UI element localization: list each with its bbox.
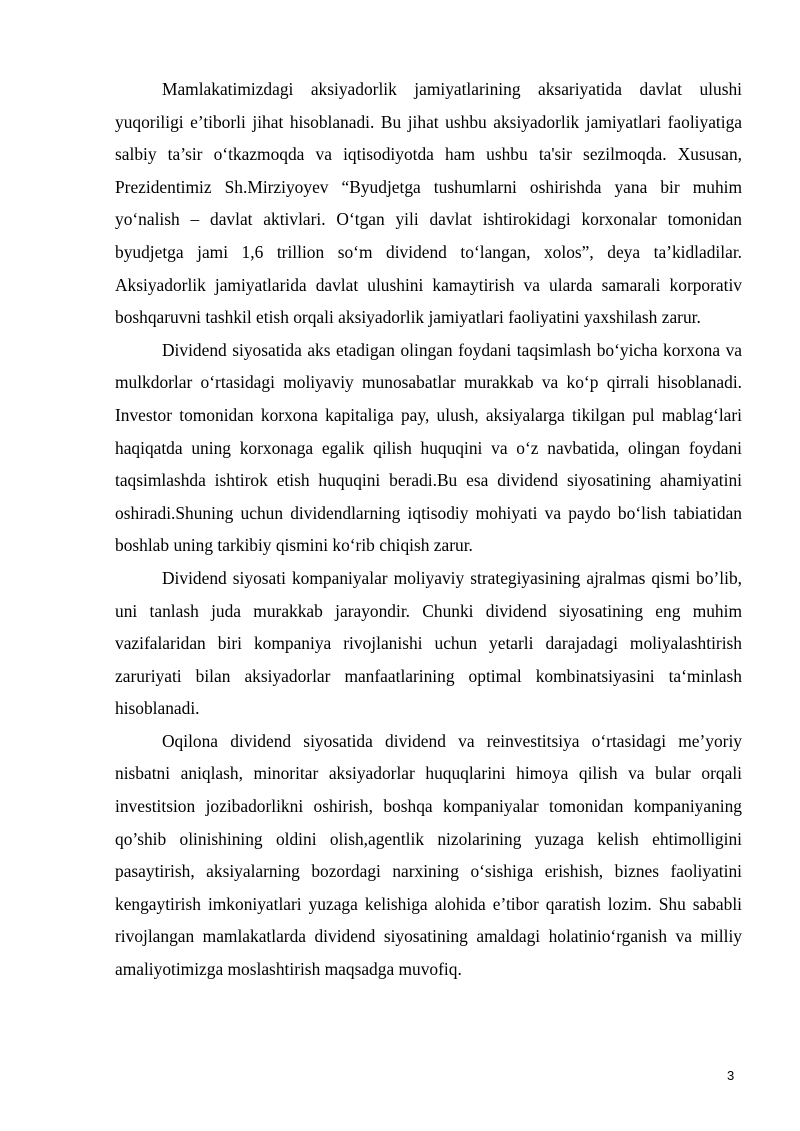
- page-number: 3: [727, 1068, 735, 1083]
- paragraph-1: Mamlakatimizdagi aksiyadorlik jamiyatlarining aksariyatida davlat ulushi yuqoriligi e’tiborli jihat hisoblanadi. Bu jihat ushbu aksiyadorlik jamiyatlari faoliyatiga salbiy ta’sir o‘tkazmoqda va iqtisodiyotda ham ushbu ta'sir sezilmoqda. Xususan, Prezidentimiz Sh.Mirziyoyev “Byudjetga tushumlarni oshirishda yana bir muhim yo‘nalish – davlat aktivlari. O‘tgan yili davlat ishtirokidagi korxonalar tomonidan byudjetga jami 1,6 trillion so‘m dividend to‘langan, xolos”, deya ta’kidladilar. Aksiyadorlik jamiyatlarida davlat ulushini kamaytirish va ularda samarali korporativ boshqaruvni tashkil etish orqali aksiyadorlik jamiyatlari faoliyatini yaxshilash zarur.: [115, 79, 742, 328]
- paragraph-4: Oqilona dividend siyosatida dividend va reinvestitsiya o‘rtasidagi me’yoriy nisbatni aniqlash, minoritar aksiyadorlar huquqlarini himoya qilish va bular orqali investitsion jozibadorlikni oshirish, boshqa kompaniyalar tomonidan kompaniyaning qo’shib olinishining oldini olish,agentlik nizolarining yuzaga kelish ehtimolligini pasaytirish, aksiyalarning bozordagi narxining o‘sishiga erishish, biznes faoliyatini kengaytirish imkoniyatlari yuzaga kelishiga alohida e’tibor qaratish lozim. Shu sababli rivojlangan mamlakatlarda dividend siyosatining amaldagi holatinio‘rganish va milliy amaliyotimizga moslashtirish maqsadga muvofiq.: [115, 730, 742, 980]
- paragraph-3: Dividend siyosati kompaniyalar moliyaviy strategiyasining ajralmas qismi bo’lib, uni tanlash juda murakkab jarayondir. Chunki dividend siyosatining eng muhim vazifalaridan biri kompaniya rivojlanishi uchun yetarli darajadagi moliyalashtirish zaruriyati bilan aksiyadorlar manfaatlarining optimal kombinatsiyasini ta‘minlash hisoblanadi.: [115, 567, 742, 719]
- paragraph-2: Dividend siyosatida aks etadigan olingan foydani taqsimlash bo‘yicha korxona va mulkdorlar o‘rtasidagi moliyaviy munosabatlar murakkab va ko‘p qirrali hisoblanadi. Investor tomonidan korxona kapitaliga pay, ulush, aksiyalarga tikilgan pul mablag‘lari haqiqatda uning korxonaga egalik qilish huquqini va o‘z navbatida, olingan foydani taqsimlashda ishtirok etish huquqini beradi.Bu esa dividend siyosatining ahamiyatini oshiradi.Shuning uchun dividendlarning iqtisodiy mohiyati va paydo bo‘lish tabiatidan boshlab uning tarkibiy qismini ko‘rib chiqish zarur.: [115, 339, 742, 556]
- body-text: [115, 73, 742, 986]
